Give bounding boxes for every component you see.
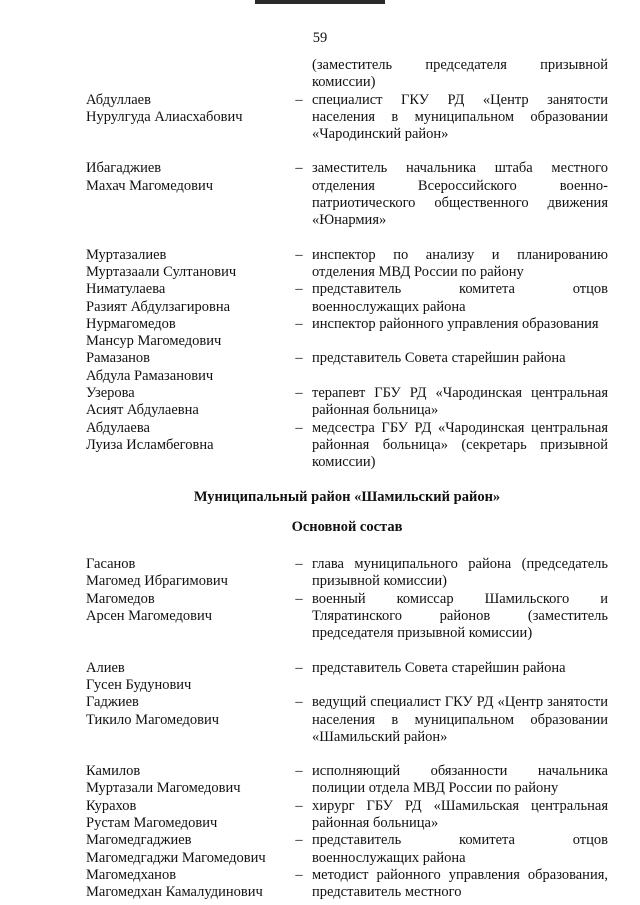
member-entry [86, 763, 608, 798]
member-list-shamilsky [86, 556, 608, 901]
member-name [86, 867, 286, 902]
member-entry [86, 591, 608, 643]
member-name [86, 798, 286, 833]
member-entry [86, 420, 608, 472]
member-name [86, 694, 286, 746]
member-entry [86, 92, 608, 144]
member-surname: Камилов [86, 763, 141, 780]
member-surname: Магомедов [86, 590, 155, 607]
member-list-chardinsky [86, 92, 608, 472]
member-given-names: Магомедгаджи Магомедович [86, 849, 266, 866]
member-role: исполняющий обязанности начальника полиции отдела МВД России по району [312, 763, 608, 797]
member-name [86, 350, 286, 385]
dash-separator: – [295, 763, 303, 780]
member-entry [86, 556, 608, 591]
member-name [86, 420, 286, 472]
member-role: представитель Совета старейшин района [312, 350, 566, 367]
dash-separator: – [295, 246, 303, 263]
member-role: заместитель начальника штаба местного отделения Всероссийского военно-патриотического общественного движения «Юнармия» [312, 160, 608, 229]
member-role: методист районного управления образования, представитель местного [312, 866, 608, 901]
member-given-names: Арсен Магомедович [86, 608, 212, 625]
section-title: Муниципальный район «Шамильский район» [193, 488, 501, 505]
member-role: медсестра ГБУ РД «Чародинская центральная районная больница» (секретарь призывной комиссии) [312, 419, 608, 471]
member-given-names: Гусен Будунович [86, 676, 192, 693]
member-name [86, 385, 286, 420]
subsection-title: Основной состав [291, 518, 403, 535]
member-given-names: Магомедхан Камалудинович [86, 884, 263, 901]
member-given-names: Муртазаали Султанович [86, 263, 237, 280]
member-surname: Абдуллаев [86, 91, 151, 108]
page-number: 59 [312, 30, 328, 46]
member-surname: Курахов [86, 797, 137, 814]
member-role: терапевт ГБУ РД «Чародинская центральная районная больница» [312, 385, 608, 419]
member-surname: Гасанов [86, 556, 136, 573]
member-surname: Муртазалиев [86, 246, 167, 263]
dash-separator: – [295, 659, 303, 676]
member-surname: Магомедгаджиев [86, 832, 192, 849]
member-name [86, 832, 286, 867]
member-surname: Ниматулаева [86, 281, 166, 298]
member-name [86, 316, 286, 351]
member-surname: Гаджиев [86, 694, 139, 711]
member-surname: Ибагаджиев [86, 160, 162, 177]
dash-separator: – [295, 281, 303, 298]
member-entry [86, 660, 608, 695]
member-given-names: Махач Магомедович [86, 177, 213, 194]
member-role: хирург ГБУ РД «Шамильская центральная районная больница» [312, 797, 608, 831]
member-role: ведущий специалист ГКУ РД «Центр занятости населения в муниципальном образовании «Шамильский район» [312, 694, 608, 745]
member-given-names: Муртазали Магомедович [86, 780, 241, 797]
member-role: глава муниципального района (председатель призывной комиссии) [312, 556, 608, 590]
member-role: инспектор по анализу и планированию отделения МВД России по району [312, 246, 608, 280]
member-given-names: Луиза Исламбеговна [86, 436, 214, 453]
member-given-names: Асият Абдулаевна [86, 402, 199, 419]
member-given-names: Магомед Ибрагимович [86, 573, 228, 590]
intro-continuation-row [86, 57, 608, 92]
dash-separator: – [295, 556, 303, 573]
member-name [86, 591, 286, 643]
member-given-names: Тикило Магомедович [86, 711, 220, 728]
member-name [86, 660, 286, 695]
member-entry [86, 798, 608, 833]
member-name [86, 160, 286, 229]
member-name [86, 281, 286, 316]
dash-separator: – [295, 160, 303, 177]
member-given-names: Мансур Магомедович [86, 333, 222, 350]
member-name [86, 556, 286, 591]
member-entry [86, 694, 608, 746]
member-given-names: Рустам Магомедович [86, 814, 218, 831]
member-entry [86, 832, 608, 867]
member-name [86, 92, 286, 144]
document-body [86, 57, 608, 901]
member-surname: Нурмагомедов [86, 315, 176, 332]
dash-separator: – [295, 385, 303, 402]
member-entry [86, 160, 608, 229]
member-entry [86, 281, 608, 316]
dash-separator: – [295, 866, 303, 883]
member-given-names: Разият Абдулзагировна [86, 298, 231, 315]
dash-separator: – [295, 350, 303, 367]
member-role: инспектор районного управления образования [312, 315, 599, 332]
scan-mark [255, 0, 385, 4]
member-name [86, 247, 286, 282]
member-surname: Рамазанов [86, 350, 151, 367]
member-name [86, 763, 286, 798]
dash-separator: – [295, 91, 303, 108]
intro-continuation: (заместитель председателя призывной комиссии) [312, 57, 608, 91]
member-entry [86, 247, 608, 282]
member-given-names: Нурулгуда Алиасхабович [86, 108, 243, 125]
dash-separator: – [295, 590, 303, 607]
dash-separator: – [295, 315, 303, 332]
member-entry [86, 350, 608, 385]
member-surname: Абдулаева [86, 419, 150, 436]
member-surname: Алиев [86, 659, 125, 676]
dash-separator: – [295, 832, 303, 849]
member-surname: Узерова [86, 385, 135, 402]
member-role: представитель комитета отцов военнослужащих района [312, 281, 608, 315]
member-role: представитель Совета старейшин района [312, 659, 566, 676]
dash-separator: – [295, 797, 303, 814]
member-role: военный комиссар Шамильского и Тляратинского районов (заместитель председателя призывной комиссии) [312, 590, 608, 642]
member-surname: Магомедханов [86, 866, 177, 883]
member-entry [86, 385, 608, 420]
dash-separator: – [295, 694, 303, 711]
dash-separator: – [295, 419, 303, 436]
member-entry [86, 867, 608, 902]
member-given-names: Абдула Рамазанович [86, 367, 214, 384]
member-role: представитель комитета отцов военнослужащих района [312, 832, 608, 866]
member-role: специалист ГКУ РД «Центр занятости населения в муниципальном образовании «Чародинский район» [312, 91, 608, 143]
member-entry [86, 316, 608, 351]
